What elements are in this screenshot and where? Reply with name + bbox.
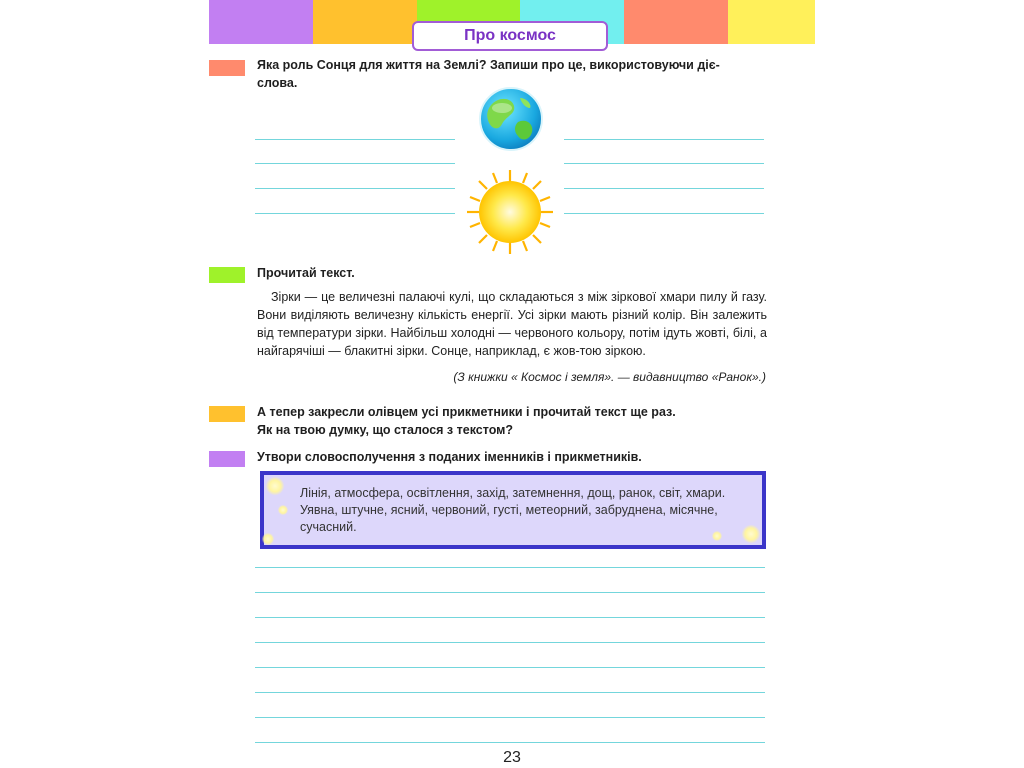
header-stripe-2 xyxy=(313,0,417,44)
earth-icon xyxy=(478,86,544,152)
writing-line[interactable] xyxy=(564,163,764,164)
task3-text-line1: А тепер закресли олівцем усі прикметники і прочитай текст ще раз. xyxy=(257,405,676,419)
answer-line[interactable] xyxy=(255,642,765,643)
answer-line[interactable] xyxy=(255,717,765,718)
task2-label: Прочитай текст. xyxy=(257,266,355,280)
page-title: Про космос xyxy=(412,21,608,51)
writing-line[interactable] xyxy=(255,139,455,140)
answer-line[interactable] xyxy=(255,617,765,618)
header-stripe-6 xyxy=(728,0,815,44)
answer-line[interactable] xyxy=(255,592,765,593)
word-list xyxy=(300,485,750,536)
task3-text-line2: Як на твою думку, що сталося з текстом? xyxy=(257,423,514,437)
writing-line[interactable] xyxy=(255,163,455,164)
answer-line[interactable] xyxy=(255,667,765,668)
header-stripe-5 xyxy=(624,0,728,44)
task1-marker xyxy=(209,60,245,76)
writing-line[interactable] xyxy=(255,213,455,214)
word-box xyxy=(260,471,766,549)
reading-paragraph: Зірки — це величезні палаючі кулі, що складаються з між зіркової хмари пилу й газу. Вони виділяють величезну кількість енергії. Усі зірки мають різний колір. Він залежить від температури зірки. Найбільш холодні — червоного кольору, потім ідуть жовті, білі, а найгарячіші — блакитні зірки. Сонце, наприклад, є жов-тою зіркою. xyxy=(257,290,767,358)
task1-text-line1: Яка роль Сонця для життя на Землі? Запиши про це, використовуючи діє- xyxy=(257,58,720,72)
task2-marker xyxy=(209,267,245,283)
workbook-page xyxy=(209,0,815,768)
writing-line[interactable] xyxy=(255,188,455,189)
task4-label: Утвори словосполучення з поданих іменників і прикметників. xyxy=(257,450,642,464)
adjectives-list: Уявна, штучне, ясний, червоний, густі, метеорний, забруднена, місячне, сучасний. xyxy=(300,503,718,534)
writing-line[interactable] xyxy=(564,213,764,214)
task1-text-line2: слова. xyxy=(257,76,298,90)
reading-text xyxy=(257,288,767,360)
task3-text xyxy=(257,403,772,439)
answer-line[interactable] xyxy=(255,692,765,693)
sun-icon xyxy=(465,170,555,254)
sparkle-decoration xyxy=(262,533,274,545)
writing-line[interactable] xyxy=(564,188,764,189)
task3-marker xyxy=(209,406,245,422)
task4-marker xyxy=(209,451,245,467)
sparkle-decoration xyxy=(266,477,284,495)
reading-source: (З книжки « Космос і земля». — видавництво «Ранок».) xyxy=(453,370,766,384)
writing-line[interactable] xyxy=(564,139,764,140)
answer-line[interactable] xyxy=(255,567,765,568)
nouns-list: Лінія, атмосфера, освітлення, захід, затемнення, дощ, ранок, світ, хмари. xyxy=(300,486,726,500)
page-number: 23 xyxy=(503,749,521,766)
answer-line[interactable] xyxy=(255,742,765,743)
sparkle-decoration xyxy=(278,505,288,515)
header-stripe-1 xyxy=(209,0,313,44)
